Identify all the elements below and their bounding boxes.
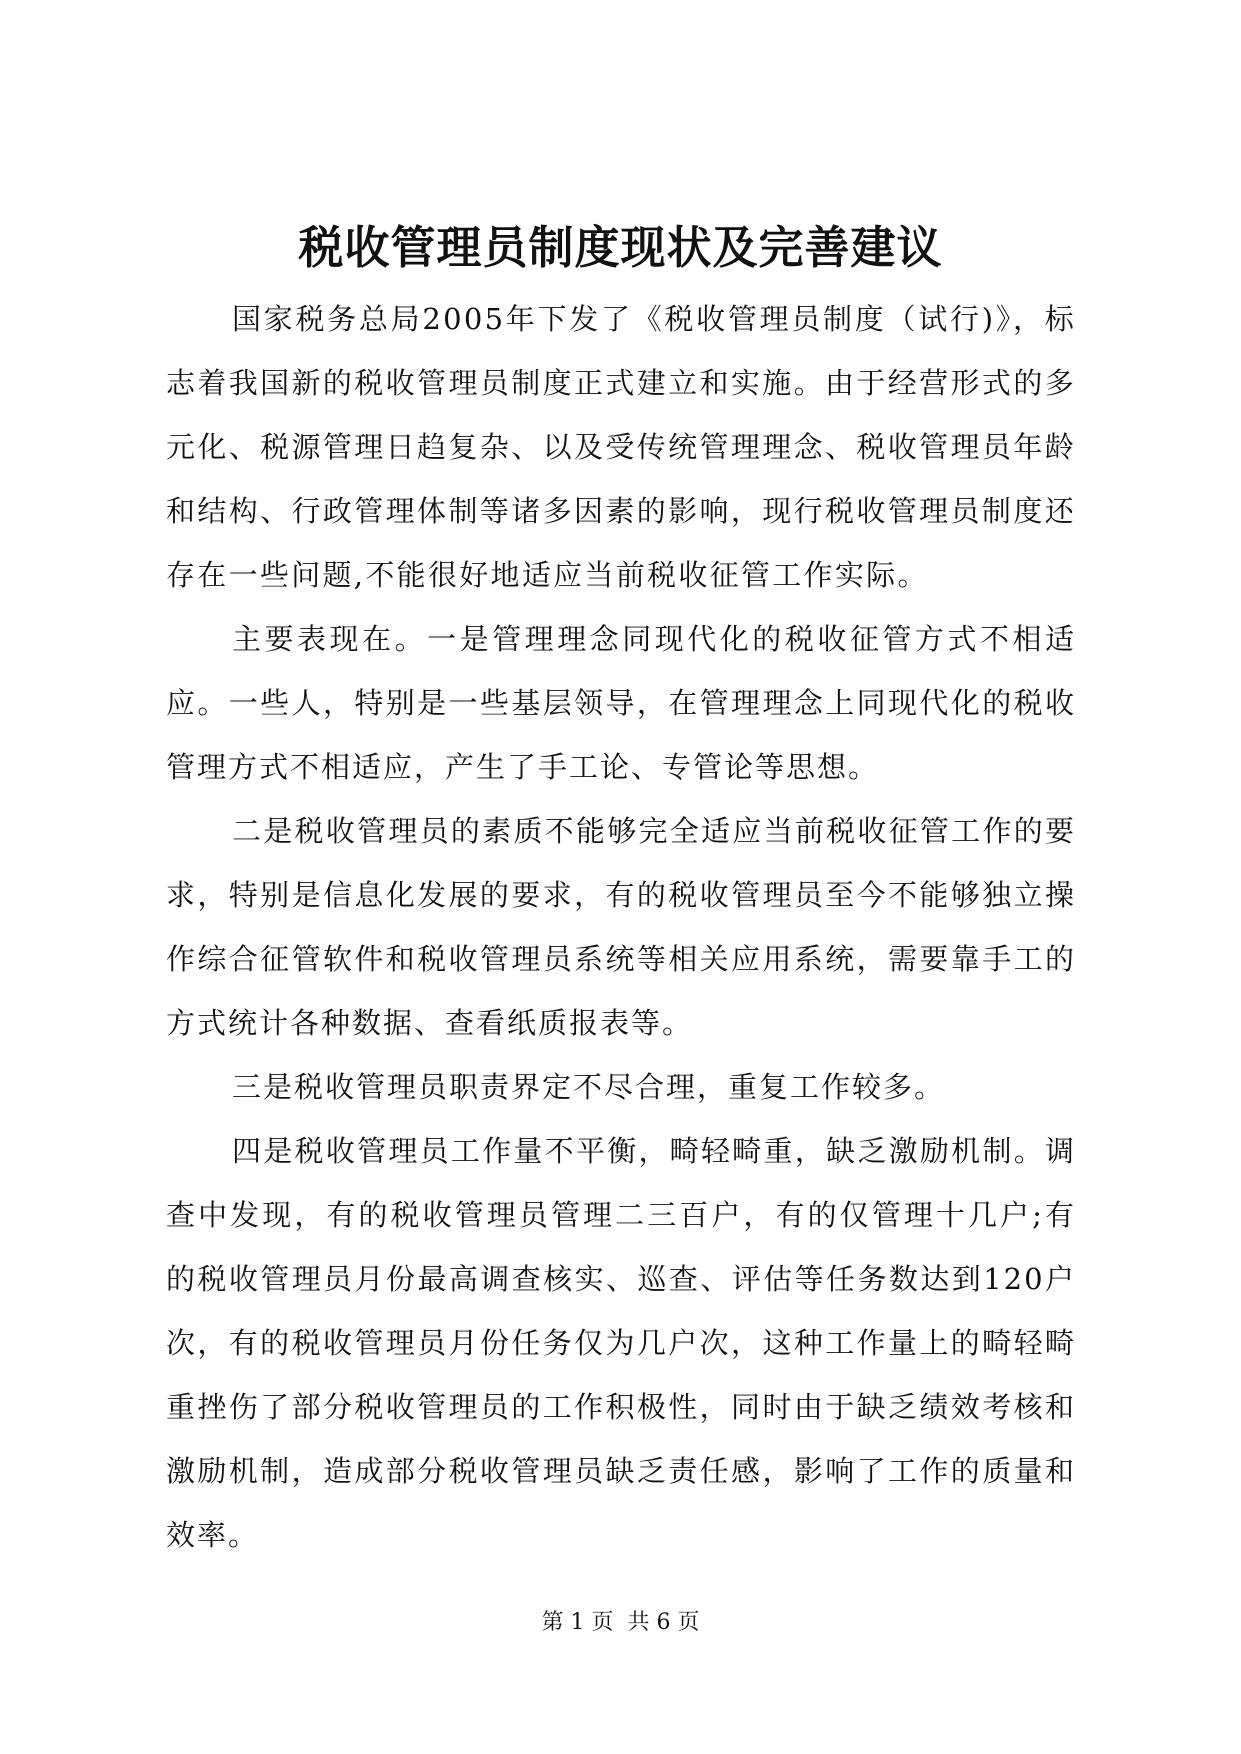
paragraph-problem-4: 四是税收管理员工作量不平衡，畸轻畸重，缺乏激励机制。调查中发现，有的税收管理员管理二三百户，有的仅管理十几户;有的税收管理员月份最高调查核实、巡查、评估等任务数达到120户次，有的税收管理员月份任务仅为几户次，这种工作量上的畸轻畸重挫伤了部分税收管理员的工作积极性，同时由于缺乏绩效考核和激励机制，造成部分税收管理员缺乏责任感，影响了工作的质量和效率。 [166,1134,1076,1552]
paragraph-intro: 国家税务总局2005年下发了《税收管理员制度（试行)》，标志着我国新的税收管理员制度正式建立和实施。由于经营形式的多元化、税源管理日趋复杂、以及受传统管理理念、税收管理员年龄和结构、行政管理体制等诸多因素的影响，现行税收管理员制度还存在一些问题,不能很好地适应当前税收征管工作实际。 [166,302,1076,592]
paragraph-problem-3: 三是税收管理员职责界定不尽合理，重复工作较多。 [232,1070,946,1104]
paragraph-problem-2: 二是税收管理员的素质不能够完全适应当前税收征管工作的要求，特别是信息化发展的要求，有的税收管理员至今不能够独立操作综合征管软件和税收管理员系统等相关应用系统，需要靠手工的方式统计各种数据、查看纸质报表等。 [166,814,1076,1040]
document-body [166,287,1076,1567]
page-number-footer [0,1608,1241,1638]
document-title: 税收管理员制度现状及完善建议 [298,221,943,274]
paragraph-problem-1: 主要表现在。一是管理理念同现代化的税收征管方式不相适应。一些人，特别是一些基层领导，在管理理念上同现代化的税收管理方式不相适应，产生了手工论、专管论等思想。 [166,622,1076,784]
page-number-label: 第 1 页 共 6 页 [541,1610,700,1635]
